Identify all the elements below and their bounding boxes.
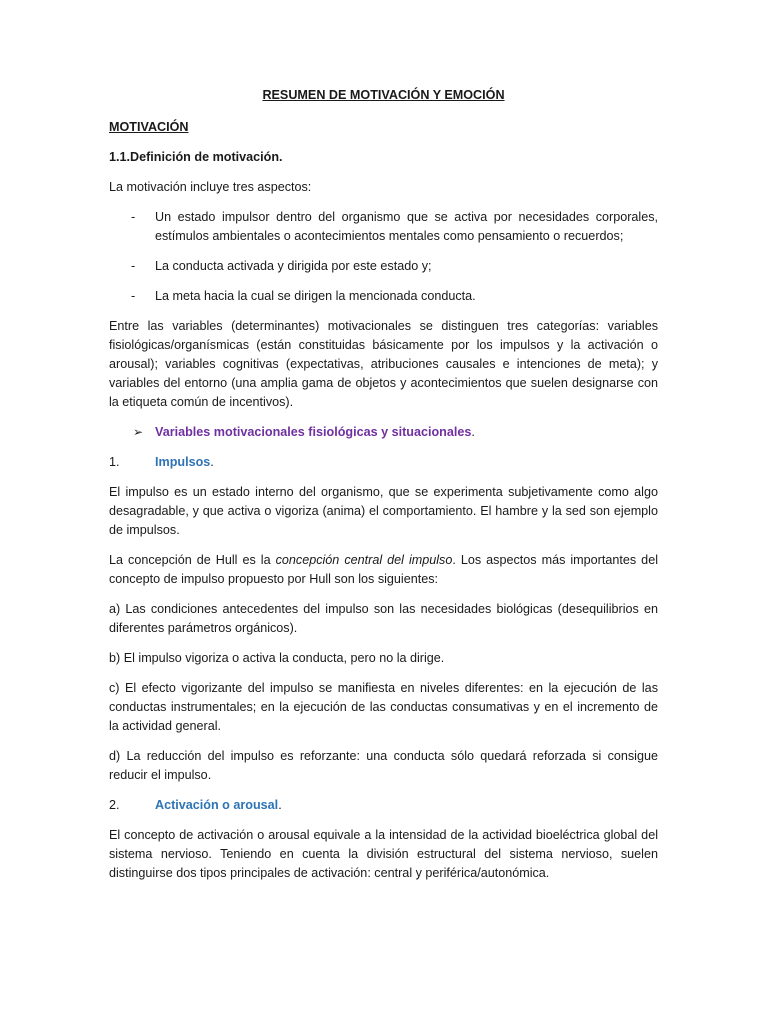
- point-a: a) Las condiciones antecedentes del impulso son las necesidades biológicas (desequilibrios en diferentes parámetros orgánicos).: [109, 602, 658, 635]
- arrow-heading-item: [109, 423, 658, 442]
- numbered-heading-impulsos: [109, 453, 658, 472]
- list-item: [109, 287, 658, 306]
- document-title: RESUMEN DE MOTIVACIÓN Y EMOCIÓN: [262, 88, 505, 102]
- item-label: Impulsos: [155, 455, 211, 469]
- point-c: c) El efecto vigorizante del impulso se manifiesta en niveles diferentes: en la ejecución de las conductas instrumentales; en la ejecución de las conductas consumativas y en el incremento de la actividad general.: [109, 681, 658, 733]
- arrow-heading-text: Variables motivacionales fisiológicas y situacionales: [155, 425, 472, 439]
- section-heading: MOTIVACIÓN: [109, 120, 189, 134]
- impulso-paragraph: El impulso es un estado interno del organismo, que se experimenta subjetivamente como algo desagradable, y que activa o vigoriza (anima) el comportamiento. El hambre y la sed son ejemplo de impulsos.: [109, 485, 658, 537]
- subsection-heading: 1.1.Definición de motivación.: [109, 150, 283, 164]
- point-d: d) La reducción del impulso es reforzante: una conducta sólo quedará reforzada si consigue reducir el impulso.: [109, 749, 658, 782]
- numbered-heading-arousal: [109, 796, 658, 815]
- item-number: 1.: [109, 455, 120, 469]
- dash-bullet: -: [131, 259, 136, 273]
- list-item-text: Un estado impulsor dentro del organismo que se activa por necesidades corporales, estímulos ambientales o acontecimientos mentales como pensamiento o recuerdos;: [155, 210, 658, 243]
- arrow-heading-period: .: [471, 425, 475, 439]
- list-item-text: La meta hacia la cual se dirigen la mencionada conducta.: [155, 289, 476, 303]
- list-item: [109, 208, 658, 246]
- document-body: [109, 86, 658, 894]
- item-number: 2.: [109, 798, 120, 812]
- item-period: .: [278, 798, 282, 812]
- item-period: .: [210, 455, 214, 469]
- arrow-bullet-icon: ➢: [133, 425, 144, 439]
- variables-paragraph: Entre las variables (determinantes) motivacionales se distinguen tres categorías: variables fisiológicas/organísmicas (están constituidas básicamente por los impulsos y la activación o arousal); variables cognitivas (expectativas, atribuciones causales e intenciones de meta); y variables del entorno (una amplia gama de objetos y acontecimientos que suelen designarse con la etiqueta común de incentivos).: [109, 319, 658, 409]
- hull-italic-text: concepción central del impulso: [275, 553, 453, 567]
- hull-text-end: . Los aspectos más importantes del concepto de impulso propuesto por Hull son los siguientes:: [109, 553, 658, 586]
- point-b: b) El impulso vigoriza o activa la conducta, pero no la dirige.: [109, 651, 445, 665]
- aspects-list: [109, 208, 658, 306]
- dash-bullet: -: [131, 210, 136, 224]
- arousal-paragraph: El concepto de activación o arousal equivale a la intensidad de la actividad bioeléctrica global del sistema nervioso. Teniendo en cuenta la división estructural del sistema nervioso, suelen distinguirse dos tipos principales de activación: central y periférica/autonómica.: [109, 828, 658, 880]
- hull-text-start: La concepción de Hull es la: [109, 553, 276, 567]
- hull-paragraph: [109, 551, 658, 589]
- dash-bullet: -: [131, 289, 136, 303]
- intro-paragraph: La motivación incluye tres aspectos:: [109, 180, 312, 194]
- list-item-text: La conducta activada y dirigida por este estado y;: [155, 259, 432, 273]
- item-label: Activación o arousal: [155, 798, 279, 812]
- list-item: [109, 257, 658, 276]
